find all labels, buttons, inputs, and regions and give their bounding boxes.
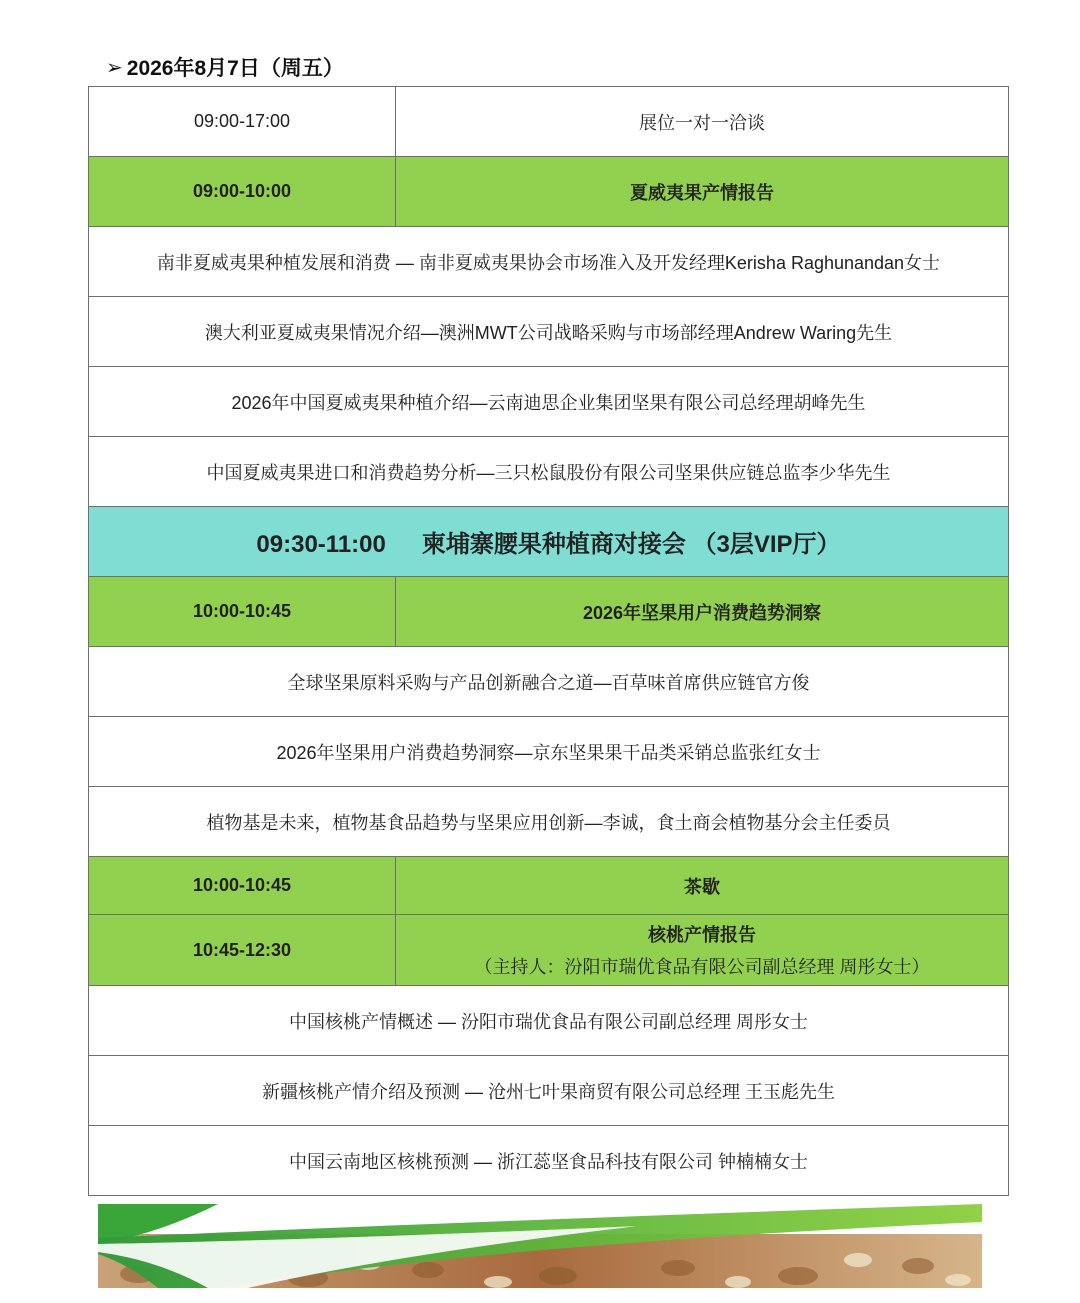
table-row xyxy=(89,647,1009,717)
schedule-table xyxy=(88,86,1009,1196)
table-row xyxy=(89,787,1009,857)
nut-banner-graphic xyxy=(98,1204,982,1288)
date-heading-text: 2026年8月7日（周五） xyxy=(126,57,344,80)
table-row xyxy=(89,1056,1009,1126)
arrow-bullet-icon: ➢ xyxy=(106,56,123,79)
table-row xyxy=(89,1126,1009,1196)
section-title-cell: 夏威夷果产情报告 xyxy=(396,157,1009,227)
highlight-title: 柬埔寨腰果种植商对接会 （3层VIP厅） xyxy=(421,531,841,558)
time-cell: 09:00-17:00 xyxy=(89,87,396,157)
table-row xyxy=(89,227,1009,297)
talk-cell: 全球坚果原料采购与产品创新融合之道—百草味首席供应链官方俊 xyxy=(89,647,1009,717)
section-title-cell xyxy=(396,915,1009,986)
highlight-time: 09:30-11:00 xyxy=(256,531,386,558)
footer-nut-banner xyxy=(98,1204,982,1288)
date-heading xyxy=(106,52,344,82)
section-title-cell: 2026年坚果用户消费趋势洞察 xyxy=(396,577,1009,647)
talk-cell: 2026年中国夏威夷果种植介绍—云南迪思企业集团坚果有限公司总经理胡峰先生 xyxy=(89,367,1009,437)
talk-cell: 中国夏威夷果进口和消费趋势分析—三只松鼠股份有限公司坚果供应链总监李少华先生 xyxy=(89,437,1009,507)
section-title: 核桃产情报告 xyxy=(648,925,756,945)
table-row xyxy=(89,717,1009,787)
table-row xyxy=(89,87,1009,157)
talk-cell: 2026年坚果用户消费趋势洞察—京东坚果果干品类采销总监张红女士 xyxy=(89,717,1009,787)
section-row xyxy=(89,577,1009,647)
highlight-row xyxy=(89,507,1009,577)
time-cell: 10:00-10:45 xyxy=(89,857,396,915)
talk-cell: 新疆核桃产情介绍及预测 — 沧州七叶果商贸有限公司总经理 王玉彪先生 xyxy=(89,1056,1009,1126)
section-host: （主持人：汾阳市瑞优食品有限公司副总经理 周彤女士） xyxy=(474,957,930,977)
time-cell: 09:00-10:00 xyxy=(89,157,396,227)
section-row xyxy=(89,857,1009,915)
table-row xyxy=(89,986,1009,1056)
table-row xyxy=(89,297,1009,367)
section-row xyxy=(89,157,1009,227)
section-row xyxy=(89,915,1009,986)
talk-cell: 澳大利亚夏威夷果情况介绍—澳洲MWT公司战略采购与市场部经理Andrew Waring先生 xyxy=(89,297,1009,367)
talk-cell: 植物基是未来，植物基食品趋势与坚果应用创新—李诚，食土商会植物基分会主任委员 xyxy=(89,787,1009,857)
table-row xyxy=(89,437,1009,507)
talk-cell: 中国云南地区核桃预测 — 浙江蕊坚食品科技有限公司 钟楠楠女士 xyxy=(89,1126,1009,1196)
time-cell: 10:00-10:45 xyxy=(89,577,396,647)
time-cell: 10:45-12:30 xyxy=(89,915,396,986)
section-title-cell: 茶歇 xyxy=(396,857,1009,915)
desc-cell: 展位一对一洽谈 xyxy=(396,87,1009,157)
table-row xyxy=(89,367,1009,437)
talk-cell: 南非夏威夷果种植发展和消费 — 南非夏威夷果协会市场准入及开发经理Kerisha Raghunandan女士 xyxy=(89,227,1009,297)
highlight-cell xyxy=(89,507,1009,577)
talk-cell: 中国核桃产情概述 — 汾阳市瑞优食品有限公司副总经理 周彤女士 xyxy=(89,986,1009,1056)
